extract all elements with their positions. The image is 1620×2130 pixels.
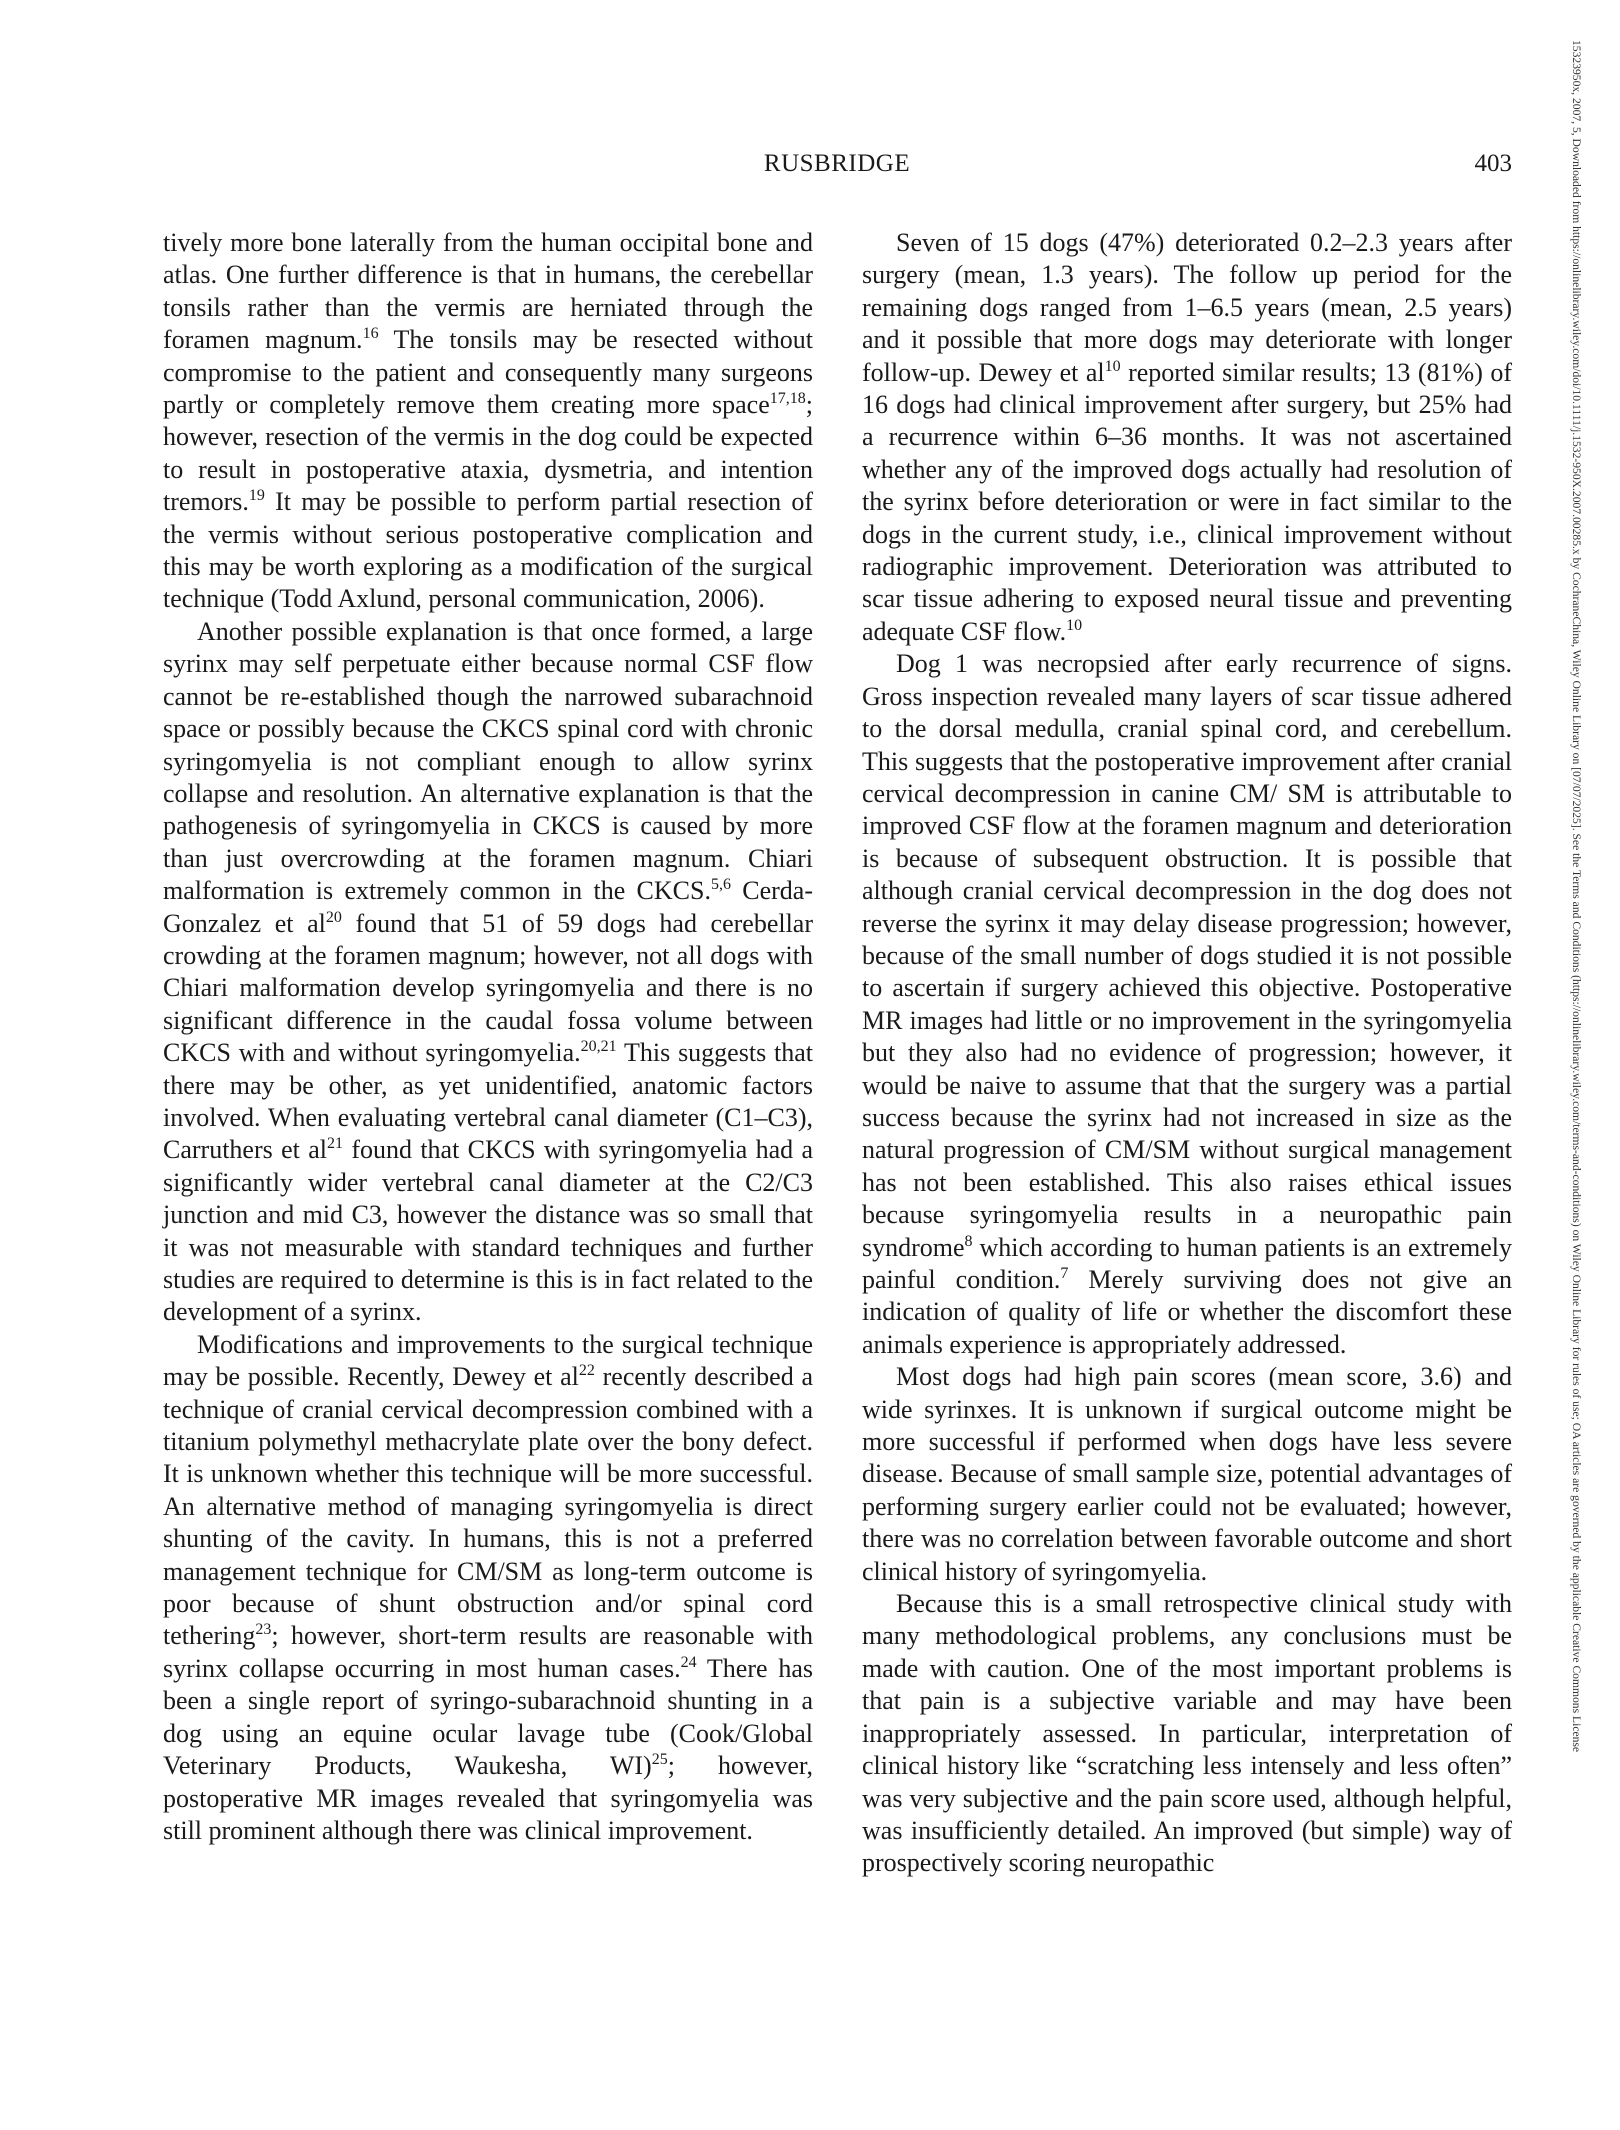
citation-ref: 8 bbox=[964, 1232, 973, 1250]
paragraph: Dog 1 was necropsied after early recurrence of signs. Gross inspection revealed many layers of scar tissue adhered to the dorsal medulla, cranial spinal cord, and cerebellum. This suggests that the postoperative improvement after cranial cervical decompression in canine CM/ SM is attributable to improved CSF flow at the foramen magnum and deterioration is because of subsequent obstruction. It is possible that although cranial cervical decompression in the dog does not reverse the syrinx it may delay disease progression; however, because of the small number of dogs studied it is not possible to ascertain if surgery achieved this objective. Postoperative MR images had little or no improvement in the syringomyelia but they also had no evidence of progression; however, it would be naive to assume that that the surgery was a partial success because the syrinx had not increased in size as the natural progression of CM/SM without surgical management has not been established. This also raises ethical issues because syringomyelia results in a neuropathic pain syndrome$^8$ which according to human patients is an extremely painful condition.$^7$ Merely surviving does not give an indication of quality of life or whether the discomfort these animals experience is appropriately addressed. bbox=[862, 649, 1513, 1359]
citation-ref: 25 bbox=[651, 1751, 668, 1769]
citation-ref: 23 bbox=[255, 1621, 272, 1639]
citation-ref: 17,18 bbox=[769, 390, 806, 408]
right-column bbox=[862, 227, 1512, 1880]
citation-ref: 19 bbox=[248, 487, 265, 505]
page-number: 403 bbox=[1474, 150, 1512, 177]
paragraph: Another possible explanation is that once formed, a large syrinx may self perpetuate either because normal CSF flow cannot be re-established though the narrowed subarachnoid space or possibly because the CKCS spinal cord with chronic syringomyelia is not compliant enough to allow syrinx collapse and resolution. An alternative explanation is that the pathogenesis of syringomyelia in CKCS is caused by more than just overcrowding at the foramen magnum. Chiari malformation is extremely common in the CKCS.$^{5,6}$ Cerda-Gonzalez et $al^{20}$ found that 51 of 59 dogs had cerebellar crowding at the foramen magnum; however, not all dogs with Chiari malformation develop syringomyelia and there is no significant difference in the caudal fossa volume between CKCS with and without syringomyelia.$^{20,21}$ This suggests that there may be other, as yet unidentified, anatomic factors involved. When evaluating vertebral canal diameter (C1–C3), Carruthers et $al^{21}$ found that CKCS with syringomyelia had a significantly wider vertebral canal diameter at the C2/C3 junction and mid C3, however the distance was so small that it was not measurable with standard techniques and further studies are required to determine is this is in fact related to the development of a syrinx. bbox=[163, 616, 814, 1327]
citation-ref: 20 bbox=[325, 908, 342, 926]
citation-ref: 21 bbox=[326, 1135, 343, 1153]
citation-ref: 5,6 bbox=[710, 876, 731, 894]
download-notice: 15323950x, 2007, 5, Downloaded from https://onlinelibrary.wiley.com/doi/10.1111/j.1532-950X.2007.00285.x by CochraneChina, Wiley Online Library on [07/07/2025]. See the Terms and Conditions (https://onlinelibrary.wiley.com/terms-and-conditions) on Wiley Online Library for rules of use; OA articles are governed by the applicable Creative Commons License bbox=[1570, 40, 1583, 1753]
citation-ref: 20,21 bbox=[580, 1038, 617, 1056]
citation-ref: 16 bbox=[362, 325, 379, 343]
citation-ref: 7 bbox=[1060, 1265, 1069, 1282]
paragraph: Seven of 15 dogs (47%) deteriorated 0.2–2.3 years after surgery (mean, 1.3 years). The follow up period for the remaining dogs ranged from 1–6.5 years (mean, 2.5 years) and it possible that more dogs may deteriorate with longer follow-up. Dewey et $al^{10}$ reported similar results; 13 (81%) of 16 dogs had clinical improvement after surgery, but 25% had a recurrence within 6–36 months. It was not ascertained whether any of the improved dogs actually had resolution of the syrinx before deterioration or were in fact similar to the dogs in the current study, i.e., clinical improvement without radiographic improvement. Deterioration was attributed to scar tissue adhering to exposed neural tissue and preventing adequate CSF flow.$^{10}$ bbox=[862, 228, 1512, 646]
download-sidebar bbox=[1570, 40, 1592, 2090]
citation-ref: 10 bbox=[1066, 616, 1083, 634]
citation-ref: 10 bbox=[1104, 357, 1121, 375]
paragraph: Because this is a small retrospective clinical study with many methodological problems, any conclusions must be made with caution. One of the most important problems is that pain is a subjective variable and may have been inappropriately assessed. In particular, interpretation of clinical history like “scratching less intensely and less often” was very subjective and the pain score used, although helpful, was insufficiently detailed. An improved (but simple) way of prospectively scoring neuropathic bbox=[862, 1589, 1512, 1878]
paragraph: Most dogs had high pain scores (mean score, 3.6) and wide syrinxes. It is unknown if surgical outcome might be more successful if performed when dogs have less severe disease. Because of small sample size, potential advantages of performing surgery earlier could not be evaluated; however, there was no correlation between favorable outcome and short clinical history of syringomyelia. bbox=[862, 1362, 1512, 1586]
paragraph: tively more bone laterally from the human occipital bone and atlas. One further difference is that in humans, the cerebellar tonsils rather than the vermis are herniated through the foramen magnum.$^{16}$ The tonsils may be resected without compromise to the patient and consequently many surgeons partly or completely remove them creating more space$^{17,18}$; however, resection of the vermis in the dog could be expected to result in postoperative ataxia, dysmetria, and intention tremors.$^{19}$ It may be possible to perform partial resection of the vermis without serious postoperative complication and this may be worth exploring as a modification of the surgical technique (Todd Axlund, personal communication, 2006). bbox=[163, 228, 813, 614]
citation-ref: 22 bbox=[578, 1362, 595, 1380]
running-title: RUSBRIDGE bbox=[763, 150, 911, 177]
left-column bbox=[163, 227, 813, 1847]
paragraph: Modifications and improvements to the surgical technique may be possible. Recently, Dewey et $al^{22}$ recently described a technique of cranial cervical decompression combined with a titanium polymethyl methacrylate plate over the bony defect. It is unknown whether this technique will be more successful. An alternative method of managing syringomyelia is direct shunting of the cavity. In humans, this is not a preferred management technique for CM/SM as long-term outcome is poor because of shunt obstruction and/or spinal cord tethering$^{23}$; however, short-term results are reasonable with syrinx collapse occurring in most human cases.$^{24}$ There has been a single report of syringo-subarachnoid shunting in a dog using an equine ocular lavage tube (Cook/Global Veterinary Products, Waukesha, WI)$^{25}$; however, postoperative MR images revealed that syringomyelia was still prominent although there was clinical improvement. bbox=[163, 1329, 814, 1845]
citation-ref: 24 bbox=[680, 1653, 697, 1671]
running-head bbox=[162, 150, 1512, 184]
